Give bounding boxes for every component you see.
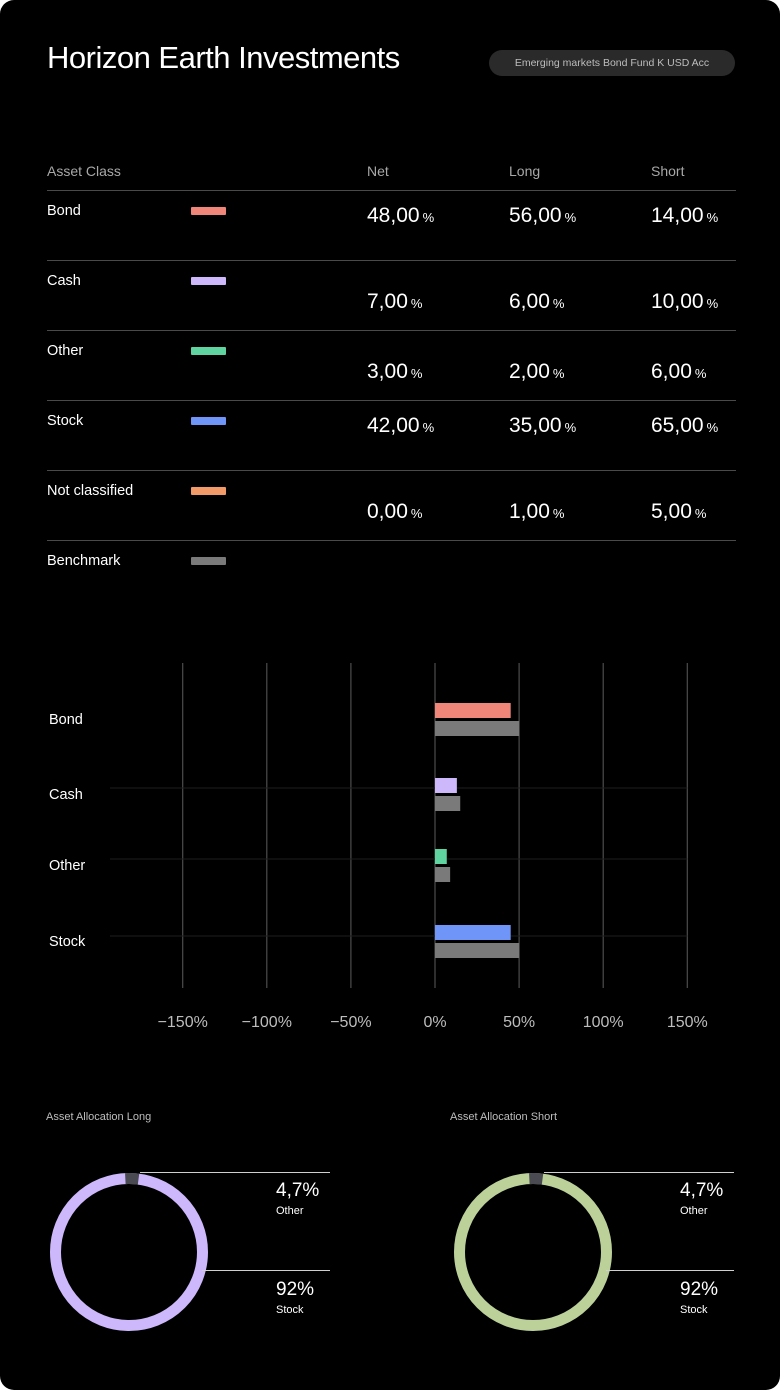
- x-tick-label: 0%: [423, 1014, 447, 1031]
- net-value: [367, 290, 422, 314]
- table-row-other: [47, 330, 736, 401]
- leader-line-other: [544, 1172, 734, 1173]
- donut-stock-label: Stock: [276, 1304, 304, 1316]
- short-value: [651, 360, 706, 384]
- donut-segment-other[interactable]: [125, 1179, 138, 1180]
- fund-name-badge[interactable]: Emerging markets Bond Fund K USD Acc: [489, 50, 735, 76]
- asset-class-label: Bond: [47, 203, 81, 219]
- x-tick-label: 150%: [666, 1014, 708, 1031]
- net-number: 42,00: [367, 414, 420, 437]
- net-value: [367, 360, 422, 384]
- donut-stock-percent: 92%: [680, 1279, 719, 1300]
- long-number: 1,00: [509, 500, 550, 523]
- percent-unit: %: [422, 210, 435, 225]
- long-number: 6,00: [509, 290, 550, 313]
- percent-unit: %: [564, 420, 577, 435]
- donut-chart: [448, 1167, 618, 1337]
- percent-unit: %: [564, 210, 577, 225]
- chart-category-label: Bond: [49, 712, 83, 728]
- percent-unit: %: [410, 506, 423, 521]
- donut-other-label: Other: [680, 1205, 708, 1217]
- column-header-long: Long: [509, 163, 541, 179]
- net-number: 0,00: [367, 500, 408, 523]
- percent-unit: %: [410, 296, 423, 311]
- table-row-bond: [47, 190, 736, 261]
- table-row-benchmark: [47, 540, 736, 611]
- long-value: [509, 360, 564, 384]
- long-value: [509, 414, 576, 438]
- short-number: 6,00: [651, 360, 692, 383]
- legend-swatch: [191, 487, 226, 495]
- donut-other-label: Other: [276, 1205, 304, 1217]
- asset-class-label: Not classified: [47, 483, 134, 499]
- net-number: 48,00: [367, 204, 420, 227]
- donut-chart: [44, 1167, 214, 1337]
- donut-segment-other[interactable]: [529, 1179, 542, 1180]
- asset-class-label: Benchmark: [47, 553, 121, 569]
- leader-line-stock: [606, 1270, 734, 1271]
- net-number: 3,00: [367, 360, 408, 383]
- legend-swatch: [191, 207, 226, 215]
- short-value: [651, 414, 718, 438]
- asset-class-label: Other: [47, 343, 84, 359]
- donut-title: Asset Allocation Long: [46, 1111, 152, 1123]
- donut-other-percent: 4,7%: [276, 1180, 320, 1201]
- column-header-net: Net: [367, 163, 389, 179]
- allocation-bar-chart: [0, 650, 780, 1050]
- x-tick-label: 50%: [503, 1014, 536, 1031]
- percent-unit: %: [706, 296, 719, 311]
- chart-category-label: Other: [49, 858, 86, 874]
- net-number: 7,00: [367, 290, 408, 313]
- bar-benchmark-other[interactable]: [435, 867, 450, 882]
- x-tick-label: −150%: [157, 1014, 208, 1031]
- legend-swatch: [191, 277, 226, 285]
- bar-chart-svg: [0, 650, 780, 1050]
- bar-fund-cash[interactable]: [435, 778, 457, 793]
- donut-segment-stock[interactable]: [460, 1179, 607, 1326]
- long-value: [509, 290, 564, 314]
- short-value: [651, 500, 706, 524]
- leader-line-other: [140, 1172, 330, 1173]
- net-value: [367, 414, 434, 438]
- donut-other-percent: 4,7%: [680, 1180, 724, 1201]
- short-number: 65,00: [651, 414, 704, 437]
- page-title: Horizon Earth Investments: [47, 40, 400, 75]
- column-header-asset-class: Asset Class: [47, 163, 121, 179]
- leader-line-stock: [202, 1270, 330, 1271]
- bar-benchmark-bond[interactable]: [435, 721, 519, 736]
- chart-category-label: Stock: [49, 934, 86, 950]
- x-tick-label: −100%: [241, 1014, 292, 1031]
- short-number: 10,00: [651, 290, 704, 313]
- bar-benchmark-stock[interactable]: [435, 943, 519, 958]
- short-value: [651, 204, 718, 228]
- percent-unit: %: [706, 210, 719, 225]
- chart-category-label: Cash: [49, 787, 83, 803]
- legend-swatch: [191, 417, 226, 425]
- table-row-not-classified: [47, 470, 736, 541]
- donut-title: Asset Allocation Short: [450, 1111, 558, 1123]
- long-value: [509, 500, 564, 524]
- donut-stock-label: Stock: [680, 1304, 708, 1316]
- table-row-stock: [47, 400, 736, 471]
- percent-unit: %: [552, 296, 565, 311]
- legend-swatch: [191, 557, 226, 565]
- donut-segment-stock[interactable]: [56, 1179, 203, 1326]
- legend-swatch: [191, 347, 226, 355]
- table-row-cash: [47, 260, 736, 331]
- long-value: [509, 204, 576, 228]
- percent-unit: %: [410, 366, 423, 381]
- percent-unit: %: [694, 366, 707, 381]
- long-number: 35,00: [509, 414, 562, 437]
- short-value: [651, 290, 718, 314]
- x-tick-label: 100%: [582, 1014, 624, 1031]
- percent-unit: %: [706, 420, 719, 435]
- short-number: 14,00: [651, 204, 704, 227]
- donut-stock-percent: 92%: [276, 1279, 315, 1300]
- percent-unit: %: [552, 506, 565, 521]
- bar-benchmark-cash[interactable]: [435, 796, 460, 811]
- net-value: [367, 204, 434, 228]
- net-value: [367, 500, 422, 524]
- column-header-short: Short: [651, 163, 685, 179]
- short-number: 5,00: [651, 500, 692, 523]
- percent-unit: %: [694, 506, 707, 521]
- percent-unit: %: [552, 366, 565, 381]
- bar-fund-stock[interactable]: [435, 925, 511, 940]
- bar-fund-bond[interactable]: [435, 703, 511, 718]
- long-number: 2,00: [509, 360, 550, 383]
- x-tick-label: −50%: [330, 1014, 372, 1031]
- percent-unit: %: [422, 420, 435, 435]
- long-number: 56,00: [509, 204, 562, 227]
- asset-class-label: Stock: [47, 413, 84, 429]
- bar-fund-other[interactable]: [435, 849, 447, 864]
- asset-class-label: Cash: [47, 273, 81, 289]
